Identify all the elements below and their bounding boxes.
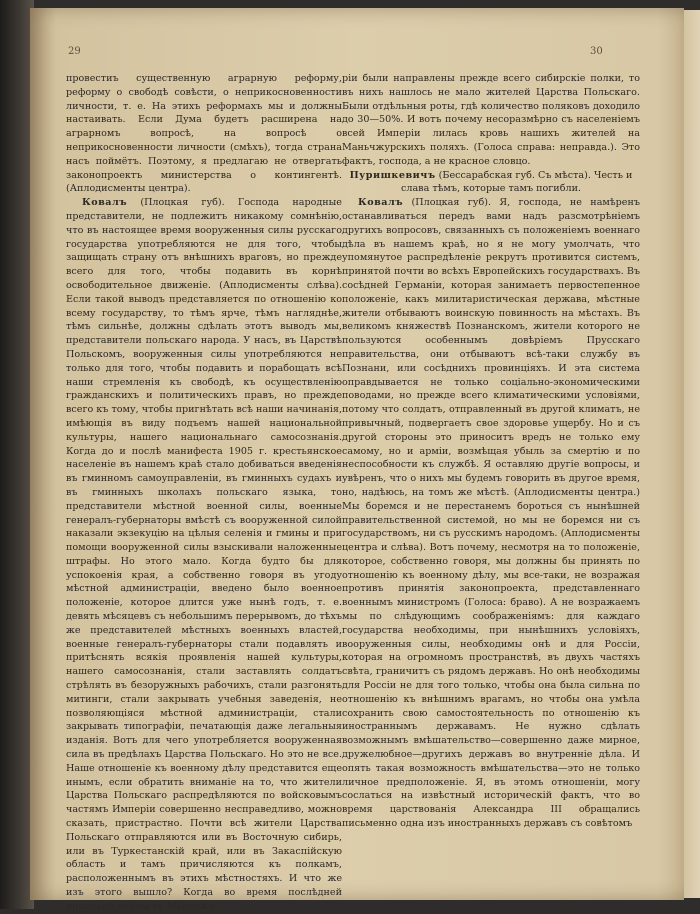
paragraph: ріи были направлены прежде всего сибирскіе полки, то въ нихъ нашлось не мало жителей Царства Польскаго. Были отдѣльныя роты, гдѣ количество поляковъ доходило до 30—50%. И вотъ почему несоразмѣрно съ населеніемъ всей Имперіи лилась кровь нашихъ жителей на Маньчжурскихъ поляхъ. (Голоса справа: неправда.). Это фактъ, господа, а не красное словцо.: [342, 73, 640, 167]
page-number-right: 30: [590, 46, 603, 57]
book-page: [30, 8, 684, 912]
speech-paragraph: [342, 169, 640, 197]
speaker-name: Пуришкевичъ: [349, 169, 436, 181]
speaker-name: Ковалъ: [358, 197, 404, 209]
speaker-name: Ковалъ: [82, 197, 128, 209]
speech-paragraph: [342, 196, 640, 831]
speech-text: (Плоцкая губ). Господа народные представители, не подлежитъ никакому сомнѣнію, что въ настоящее время вооруженныя силы русскаго государства употребляются не для того, чтобы защищать страну отъ внѣшнихъ враговъ, но прежде всего для того, чтобы подавить въ корнѣ освободительное движеніе. (Аплодисменты слѣва). Если такой выводъ представляется по отношенію ко всему государству, то тѣмъ ярче, тѣмъ нагляднѣе, тѣмъ сильнѣе, должны сдѣлать этотъ выводъ мы, представители польскаго народа. У насъ, въ Царствѣ Польскомъ, вооруженныя силы употребляются не только для того, чтобы подавить и порабощать всѣ наши стремленія къ свободѣ, къ осуществленію гражданскихъ и политическихъ правъ, но прежде всего къ тому, чтобы пригнѣтать всѣ наши начинанія, имѣющія въ виду подъемъ нашей национальной культуры, нашего национальнаго самосознанія. Когда до и послѣ манифеста 1905 г. крестьянское населеніе въ нашемъ краѣ стало добиваться введенія въ гминномъ самоуправленіи, въ гминныхъ судахъ и въ гминныхъ школахъ польскаго языка, то представители мѣстной военной силы, военные генералъ-губернаторы вмѣстѣ съ вооруженной силой наказали экзекуцію на цѣлыя селенія и гмины и при помощи вооруженной силы взыскивали наложенные штрафы. Но этого мало. Когда будто бы для успокоенія края, а собственно говоря въ угоду мѣстной администраціи, введено было военное положеніе, которое длится уже нынѣ годъ, т. е. девять мѣсяцевъ съ небольшимъ перерывомъ, до тѣхъ же представителей мѣстныхъ военныхъ властей, военные генералъ-губернаторы стали подавлять и притѣснять всякія проявленія нашей культуры, нашего самосознанія, стали заставлять солдатъ стрѣлять въ безоружныхъ рабочихъ, стали разгонять митинги, стали закрывать учебныя заведенія, не позволяющіяся мѣстной администраціи, стали закрывать типографіи, печатающія даже легальныя изданія. Вотъ для чего употребляется вооруженная сила въ предѣлахъ Царства Польскаго. Но это не все. Наше отношеніе къ военному дѣлу представится еще инымъ, если обратить вниманіе на то, что жители Царства Польскаго распредѣляются по войсковымъ частямъ Имперіи совершенно несправедливо, можно сказать, пристрастно. Почти всѣ жители Царства Польскаго отправляются или въ Восточную сибирь, или въ Туркестанскій край, или въ Закаспійскую область и тамъ причисляются къ полкамъ, расположеннымъ въ этихъ мѣстностяхъ. И что же изъ этого вышло? Когда во время послѣдней японской войны въ Маньчжу-: [66, 197, 342, 912]
speech-text: (Плоцкая губ). Я, господа, не намѣренъ останавливаться передъ вами надъ разсмотрѣніемъ другихъ вопросовъ, связанныхъ съ положеніемъ военнаго дѣла въ нашемъ краѣ, но я не могу умолчать, что упомянутое распредѣленіе рекрутъ противится системъ, принятой почти во всѣхъ Европейскихъ государствахъ. Въ сосѣдней Германіи, которая занимаетъ первостепенное положеніе, какъ милитаристическая держава, мѣстные жители отбываютъ воинскую повинность на мѣстахъ. Въ великомъ княжествѣ Познанскомъ, жители которого не пользуются особеннымъ довѣріемъ Прусскаго правительства, они отбываютъ всѣ-таки службу въ Познани, или сосѣднихъ провинціяхъ. И эта система оправдывается не только соціально-экономическими поводами, но прежде всего климатическими условіями, потому что солдатъ, отправленный въ другой климатъ, не привычный, подвергаетъ свое здоровье ущербу. Но и съ другой стороны это приноситъ вредъ не только ему самому, но и арміи, возмѣщая убыль за смертію и по неспособности къ службѣ. Я оставляю другіе вопросы, и увѣренъ, что о нихъ мы будемъ говорить въ другое время, но, надѣюсь, на томъ же мѣстѣ. (Аплодисменты центра.) Мы боремся и не перестанемъ бороться съ нынѣшней правительственной системой, но мы не боремся ни съ государствомъ, ни съ русскимъ народомъ. (Аплодисменты центра и слѣва). Вотъ почему, несмотря на то положеніе, которое, собственно говоря, мы должны бы принять по отношенію къ военному дѣлу, мы все-таки, не возражая противъ принятія законопроекта, представленнаго военнымъ министромъ (Голоса: браво). А не возражаемъ мы по слѣдующимъ соображеніямъ: для каждаго государства необходимы, при нынѣшнихъ условіяхъ, вооруженныя силы, необходимы онѣ и для Россіи, которая на огромномъ пространствѣ, въ двухъ частяхъ свѣта, граничитъ съ рядомъ державъ. Но онѣ необходимы для Россіи не для того только, чтобы она была сильна по отношенію къ внѣшнимъ врагамъ, но чтобы она умѣла сохранить свою самостоятельность по отношенію къ иностраннымъ державамъ. Не нужно сдѣлать возможнымъ вмѣшательство—совершенно даже мирное, дружелюбное—другихъ державъ во внутренніе дѣла. И опять такая возможность вмѣшательства—это не только личное предположеніе. Я, въ этомъ отношеніи, могу сослаться на извѣстный историческій фактъ, что во время царствованія Александра III обращались письменно одна изъ иностранныхъ державъ съ совѣтомъ: [342, 197, 640, 830]
right-text-column: [342, 72, 640, 884]
speech-text: (Бессарабская губ. Съ мѣста). Честь и слава тѣмъ, которые тамъ погибли.: [400, 169, 633, 195]
book-binding: [0, 0, 34, 909]
paragraph: провестиъ существенную аграрную реформу, реформу о свободѣ совѣсти, о неприкосновенности личности, т. е. На этихъ реформахъ мы и должны настаивать. Если Дума будетъ расширена на аграрномъ вопросѣ, на вопросѣ о неприкосновенности личности (смѣхъ), тогда страна насъ поймётъ. Поэтому, я предлагаю не отвергать законопроектъ министерства о контингентѣ. (Аплодисменты центра).: [66, 73, 342, 195]
left-text-column: [66, 72, 342, 912]
speech-paragraph: [66, 196, 342, 913]
page-number-left: 29: [68, 46, 81, 57]
